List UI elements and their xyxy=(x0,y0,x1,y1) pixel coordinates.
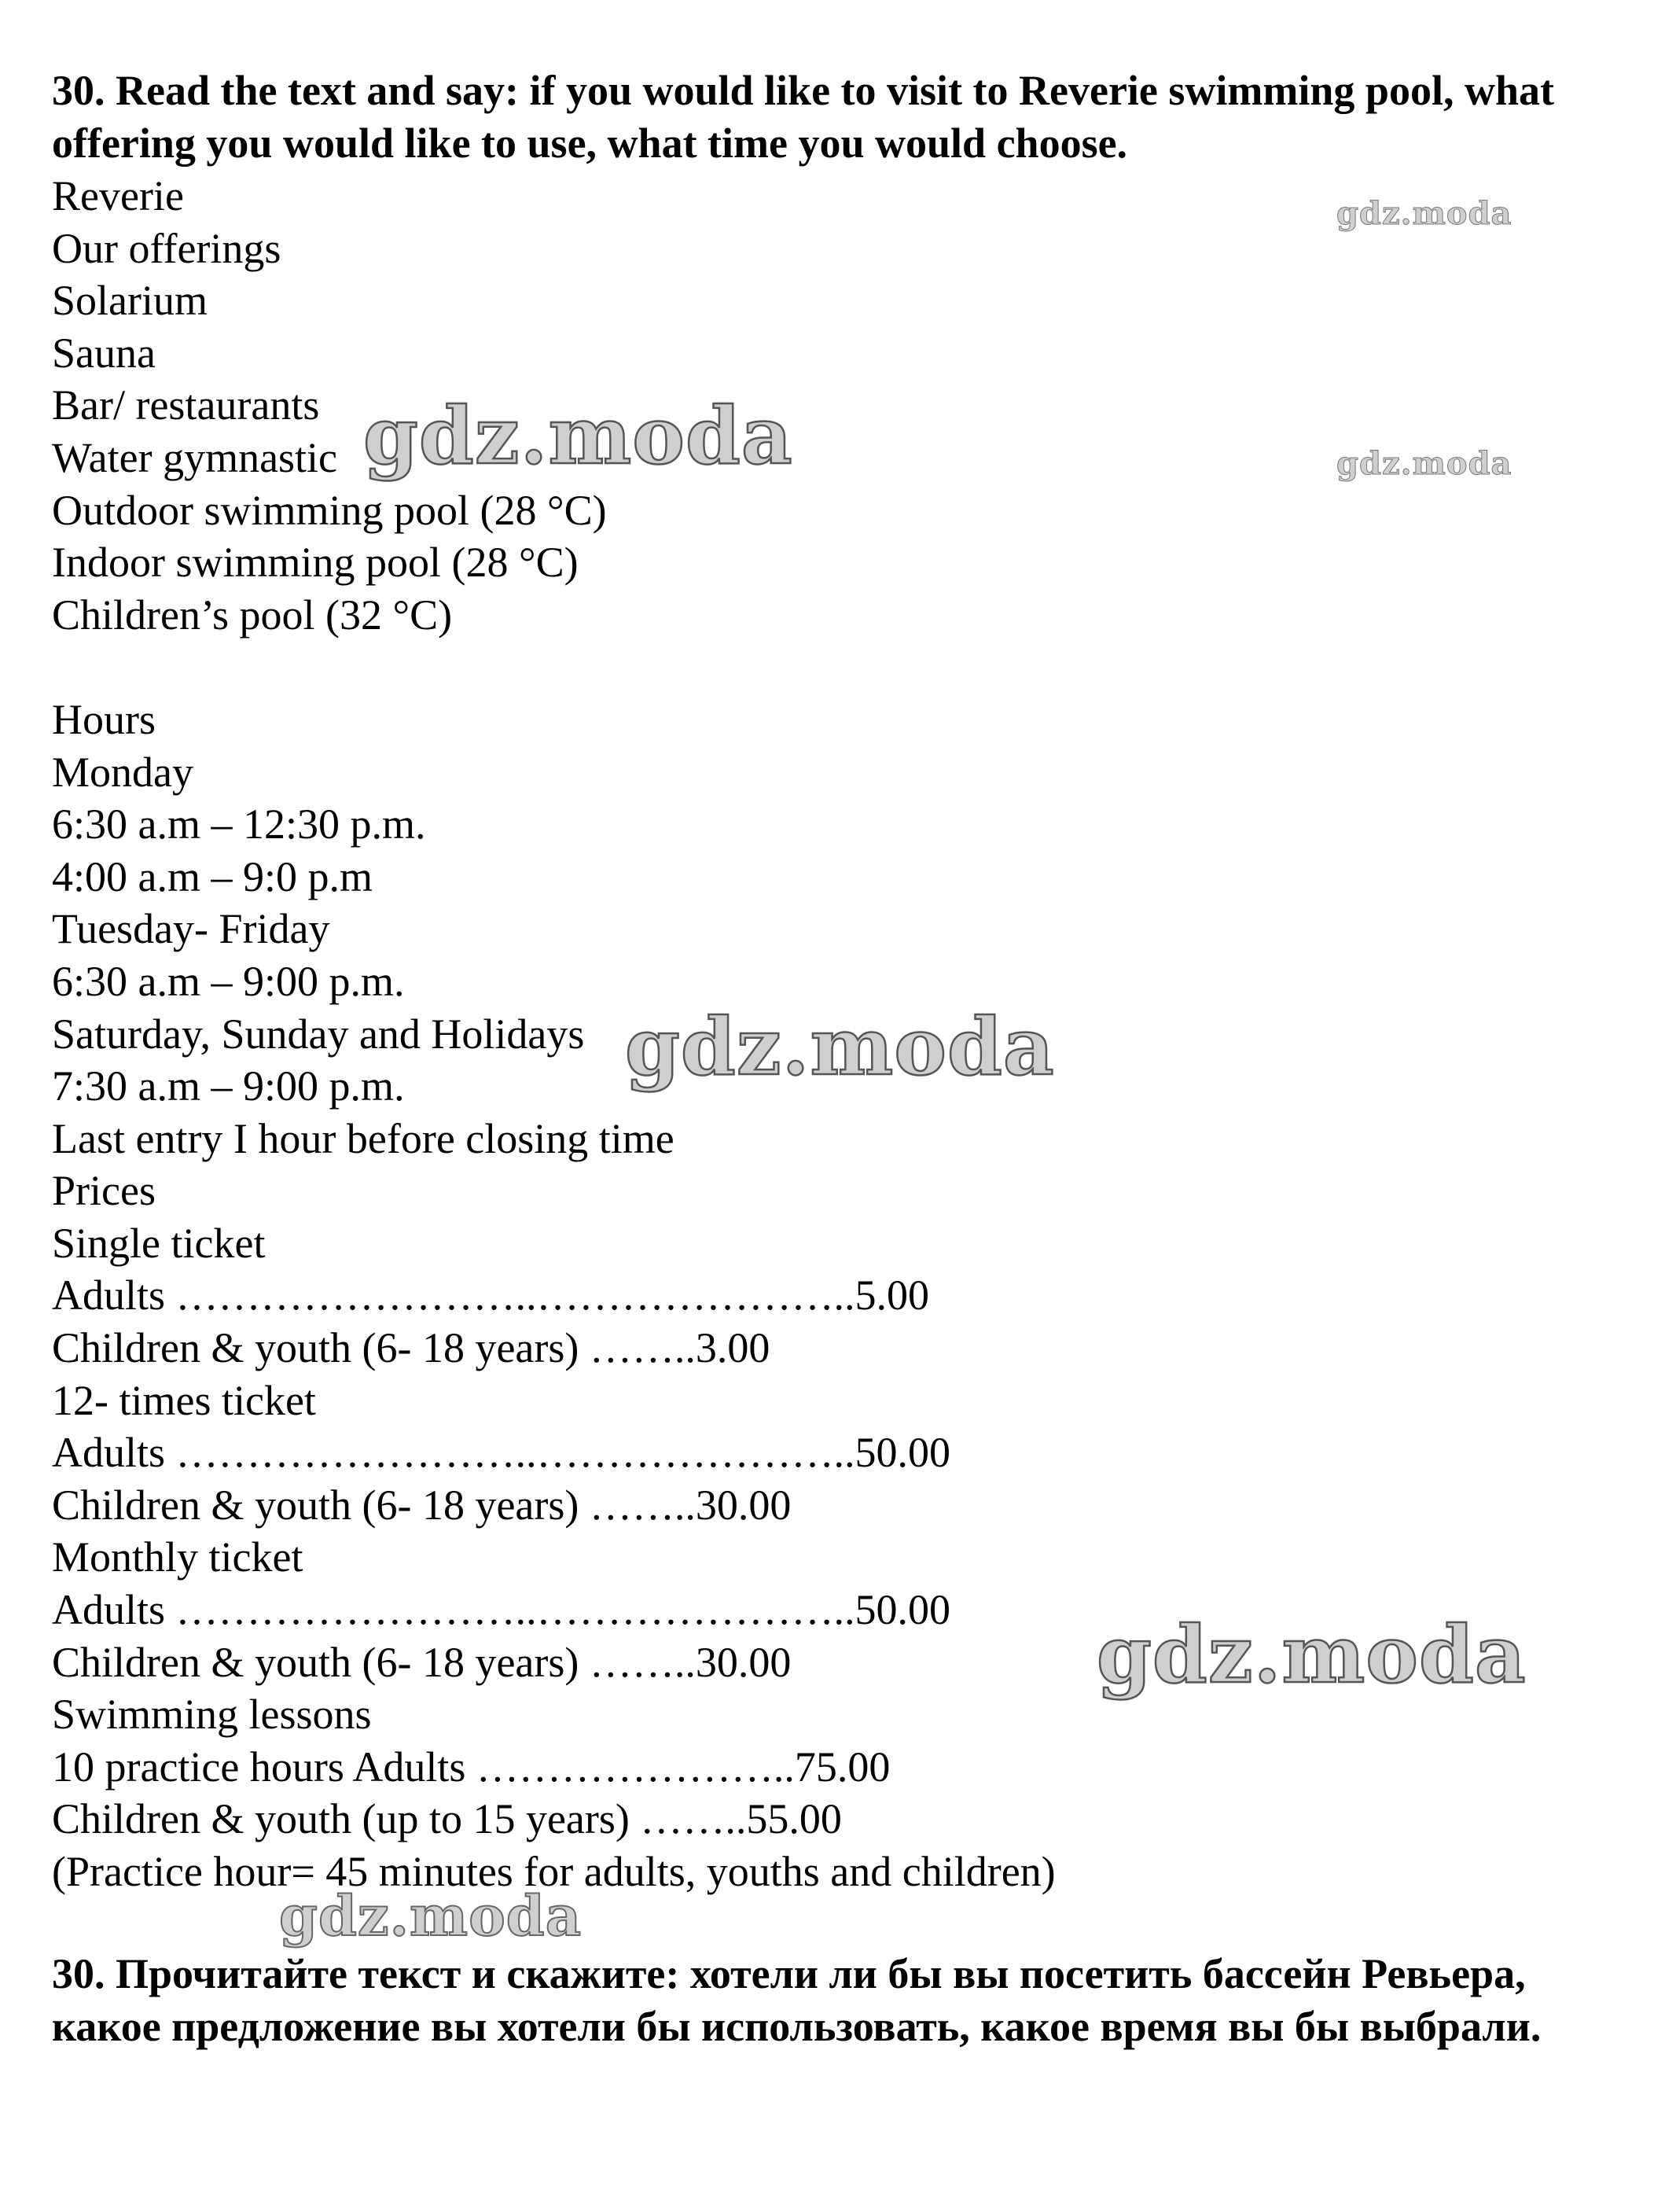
text-line-time: 6:30 a.m – 12:30 p.m. xyxy=(52,801,426,848)
watermark: gdz.moda xyxy=(363,389,793,482)
text-line-offering: Outdoor swimming pool (28 °C) xyxy=(52,486,607,534)
text-line-prices-heading: Prices xyxy=(52,1167,156,1215)
text-line-price: Children & youth (6- 18 years) ……..30.00 xyxy=(52,1481,792,1529)
text-line-ticket-type: 12- times ticket xyxy=(52,1376,316,1424)
watermark: gdz.moda xyxy=(625,1000,1055,1093)
text-line-ticket-type: Monthly ticket xyxy=(52,1533,303,1581)
text-body xyxy=(52,170,1585,1898)
watermark: gdz.moda xyxy=(1336,445,1512,482)
task-heading-russian: 30. Прочитайте текст и скажите: хотели ли бы вы посетить бассейн Ревьера, какое предложение вы хотели бы использовать, какое время вы бы выбрали. xyxy=(52,1950,1542,2050)
text-line-day: Monday xyxy=(52,748,193,796)
text-line-time: 6:30 a.m – 9:00 p.m. xyxy=(52,957,405,1005)
text-line-offering: Children’s pool (32 °C) xyxy=(52,591,453,639)
text-line-time: 4:00 a.m – 9:0 p.m xyxy=(52,852,373,900)
text-line-offering: Solarium xyxy=(52,277,208,325)
text-line-title: Reverie xyxy=(52,172,184,219)
text-line-price: Children & youth (6- 18 years) ……..30.00 xyxy=(52,1638,792,1686)
text-line-ticket-type: Single ticket xyxy=(52,1219,266,1267)
task-heading-english: 30. Read the text and say: if you would like to visit to Reverie swimming pool, what offering you would like to use, what time you would choose. xyxy=(52,67,1554,167)
text-line-time: 7:30 a.m – 9:00 p.m. xyxy=(52,1062,405,1110)
text-line-price: Children & youth (6- 18 years) ……..3.00 xyxy=(52,1324,770,1372)
text-line-offering: Water gymnastic xyxy=(52,433,338,481)
text-line-offerings-heading: Our offerings xyxy=(52,224,281,272)
text-line-price: Adults ……………………..…………………..50.00 xyxy=(52,1586,951,1634)
text-line-price: Adults ……………………..…………………..5.00 xyxy=(52,1272,930,1319)
text-line-note: (Practice hour= 45 minutes for adults, youths and children) xyxy=(52,1848,1056,1895)
text-line-note: Last entry I hour before closing time xyxy=(52,1114,674,1162)
text-line-day: Saturday, Sunday and Holidays xyxy=(52,1010,585,1058)
text-line-price: Adults ……………………..…………………..50.00 xyxy=(52,1429,951,1477)
text-line-offering: Sauna xyxy=(52,329,156,377)
text-line-price: Children & youth (up to 15 years) ……..55.00 xyxy=(52,1795,842,1843)
watermark: gdz.moda xyxy=(1097,1608,1527,1701)
text-line-ticket-type: Swimming lessons xyxy=(52,1691,372,1739)
text-line-price: 10 practice hours Adults …………………..75.00 xyxy=(52,1743,891,1791)
text-line-offering: Bar/ restaurants xyxy=(52,381,320,429)
watermark: gdz.moda xyxy=(1336,195,1512,232)
text-line-offering: Indoor swimming pool (28 °C) xyxy=(52,539,579,587)
watermark: gdz.moda xyxy=(279,1883,583,1949)
blank-line xyxy=(52,641,1585,694)
text-line-hours-heading: Hours xyxy=(52,695,156,743)
text-line-day: Tuesday- Friday xyxy=(52,905,330,953)
